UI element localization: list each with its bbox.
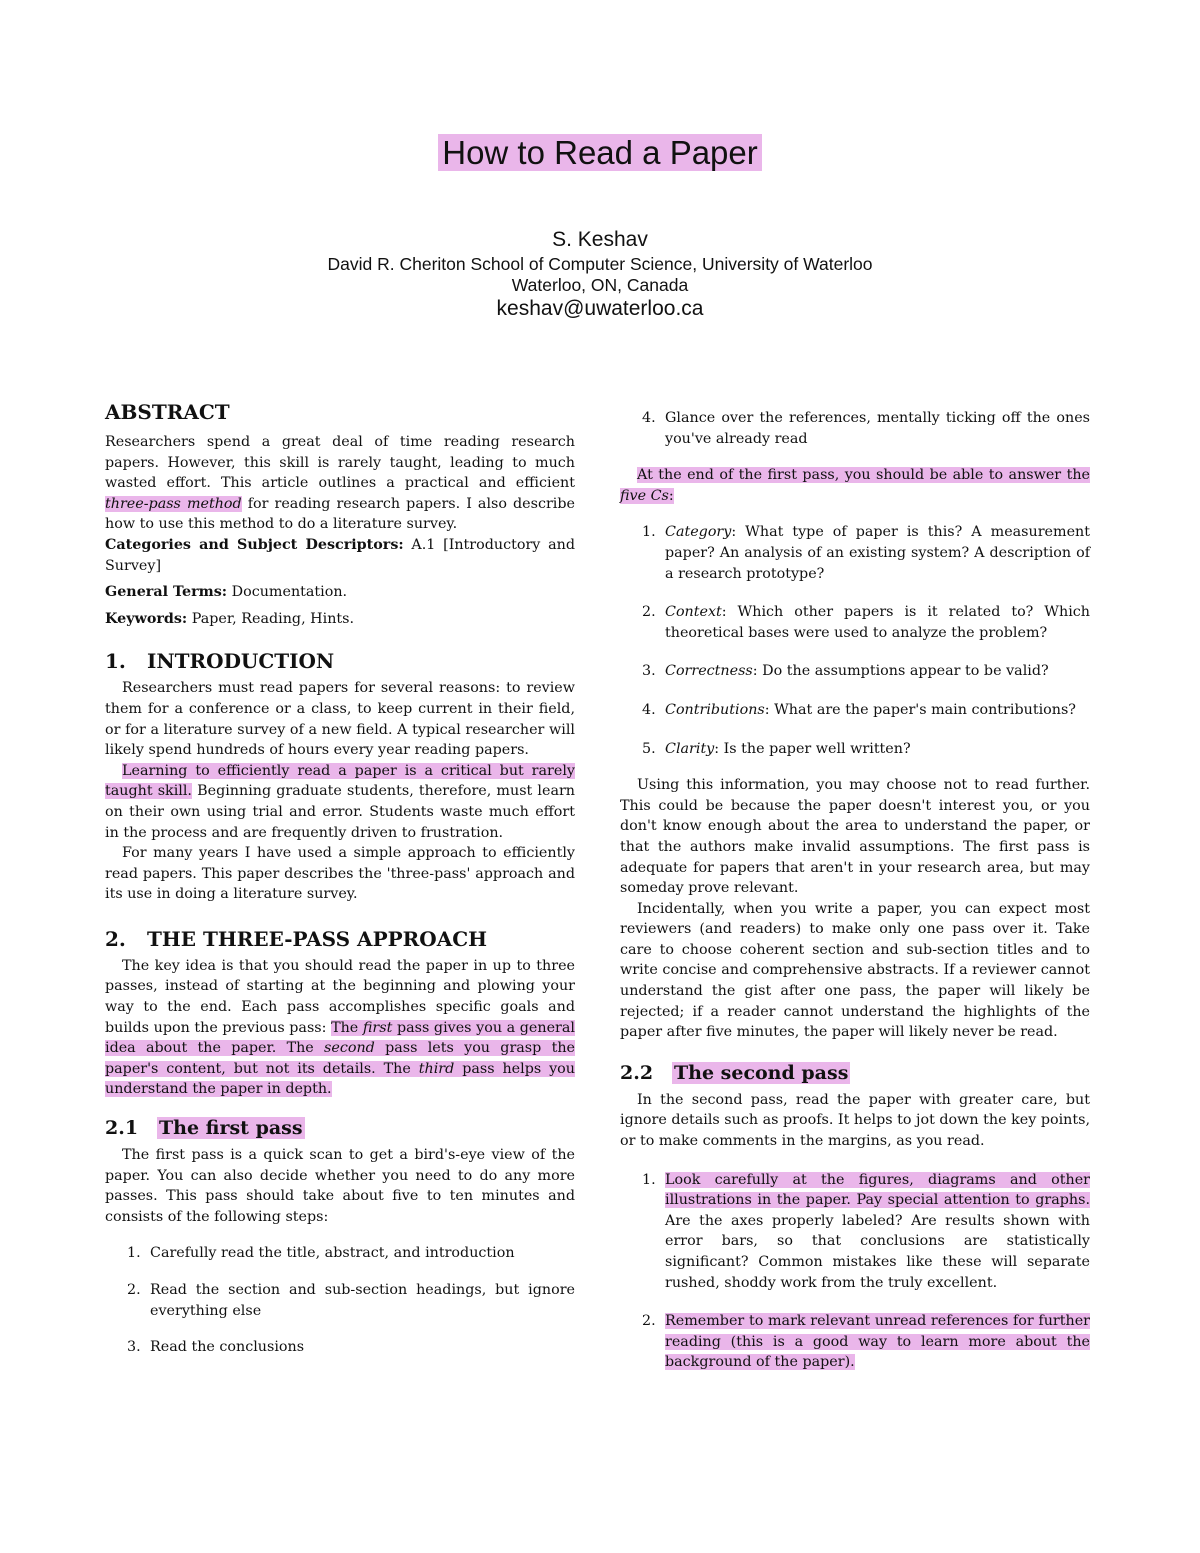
author-name: S. Keshav xyxy=(552,228,648,251)
three-pass-method-term: three-pass method xyxy=(105,495,242,512)
paper-title: How to Read a Paper xyxy=(0,130,1200,176)
list-item: 2. Read the section and sub-section headings, but ignore everything else xyxy=(127,1282,575,1319)
general-terms-line: General Terms: Documentation. xyxy=(105,584,348,601)
five-cs-list xyxy=(620,522,1090,759)
list-item: 2. Remember to mark relevant unread references for further reading (this is a good way to learn more about the background of the paper). xyxy=(642,1313,1090,1371)
first-pass-heading: 2.1 The first pass xyxy=(105,1117,303,1140)
second-pass-paragraph: In the second pass, read the paper with greater care, but ignore details such as proofs. It helps to jot down the key points, or to make comments in the margins, as you read. xyxy=(620,1091,1090,1150)
author-location: Waterloo, ON, Canada xyxy=(511,275,689,295)
abstract-heading: ABSTRACT xyxy=(105,400,230,424)
list-item: 5. Clarity: Is the paper well written? xyxy=(642,740,911,757)
using-information-paragraph: Using this information, you may choose not to read further. This could be because the paper doesn't interest you, or you don't know enough about the area to understand the paper, or that the authors make invalid assumptions. The first pass is adequate for papers that aren't in your research area, but may someday prove relevant. xyxy=(620,777,1090,897)
incidentally-paragraph: Incidentally, when you write a paper, you can expect most reviewers (and readers) to make only one pass over it. Take care to choose coherent section and sub-section titles and to write concise and comprehensive abstracts. If a reviewer cannot understand the gist after one pass, the paper will likely be rejected; if a reader cannot understand the highlights of the paper after five minutes, the paper will likely never be read. xyxy=(620,900,1090,1041)
intro-paragraph-2: Learning to efficiently read a paper is a critical but rarely taught skill. Beginning graduate students, therefore, must learn on their own using trial and error. Students waste much effort in the process and are frequently driven to frustration. xyxy=(105,762,576,841)
list-item: 1. Carefully read the title, abstract, and introduction xyxy=(127,1245,515,1262)
intro-paragraph-1: Researchers must read papers for several reasons: to review them for a conference or a class, to keep current in their field, or for a literature survey of a new field. A typical researcher will likely spend hundreds of hours every year reading papers. xyxy=(105,680,575,759)
list-item: 3. Read the conclusions xyxy=(127,1339,305,1356)
second-pass-list xyxy=(620,1170,1090,1373)
categories-line: Categories and Subject Descriptors: A.1 [Introductory and Survey] xyxy=(105,536,575,574)
right-column xyxy=(620,408,1090,1373)
list-item: 1. Category: What type of paper is this? A measurement paper? An analysis of an existing system? A description of a research prototype? xyxy=(642,524,1090,582)
list-item: 3. Correctness: Do the assumptions appear to be valid? xyxy=(642,663,1049,680)
second-pass-heading: 2.2 The second pass xyxy=(620,1061,849,1084)
first-pass-paragraph: The first pass is a quick scan to get a bird's-eye view of the paper. You can also decide whether you need to do any more passes. This pass should take about five to ten minutes and consists of the following steps: xyxy=(105,1147,575,1225)
five-cs-intro: At the end of the first pass, you should be able to answer the five Cs: xyxy=(620,467,1090,504)
list-item: 1. Look carefully at the figures, diagrams and other illustrations in the paper. Pay special attention to graphs. Are the axes properly labeled? Are results shown with error bars, so that conclusions are statistically significant? Common mistakes like these will separate rushed, shoddy work from the truly excellent. xyxy=(642,1171,1090,1291)
author-block xyxy=(0,226,1200,322)
left-column xyxy=(105,398,575,1358)
list-item: 4. Glance over the references, mentally ticking off the ones you've already read xyxy=(642,410,1090,447)
first-pass-steps-continued xyxy=(620,408,1090,449)
approach-paragraph: The key idea is that you should read the paper in up to three passes, instead of starting at the beginning and plowing your way to the end. Each pass accomplishes specific goals and builds upon the previous pass: The first pass gives you a general idea about the paper. The second pass lets you grasp the paper's content, but not its details. The third pass helps you understand the paper in depth. xyxy=(105,957,575,1098)
three-pass-heading: 2. THE THREE-PASS APPROACH xyxy=(105,926,488,951)
list-item: 2. Context: Which other papers is it related to? Which theoretical bases were used to analyze the problem? xyxy=(642,604,1090,641)
list-item: 4. Contributions: What are the paper's main contributions? xyxy=(642,701,1076,718)
keywords-line: Keywords: Paper, Reading, Hints. xyxy=(105,610,355,627)
intro-paragraph-3: For many years I have used a simple approach to efficiently read papers. This paper describes the 'three-pass' approach and its use in doing a literature survey. xyxy=(105,845,575,903)
author-affiliation: David R. Cheriton School of Computer Science, University of Waterloo xyxy=(327,254,873,274)
author-email: keshav@uwaterloo.ca xyxy=(496,297,704,320)
approach-highlight: The first pass gives you a general idea about the paper. The second pass lets you grasp the paper's content, but not its details. The third pass helps you understand the paper in depth. xyxy=(105,1019,575,1098)
introduction-heading: 1. INTRODUCTION xyxy=(105,649,335,674)
abstract-text: Researchers spend a great deal of time reading research papers. However, this skill is rarely taught, leading to much wasted effort. This article outlines a practical and efficient three-pass method for reading research papers. I also describe how to use this method to do a literature survey. xyxy=(105,434,575,533)
first-pass-steps xyxy=(105,1243,575,1357)
